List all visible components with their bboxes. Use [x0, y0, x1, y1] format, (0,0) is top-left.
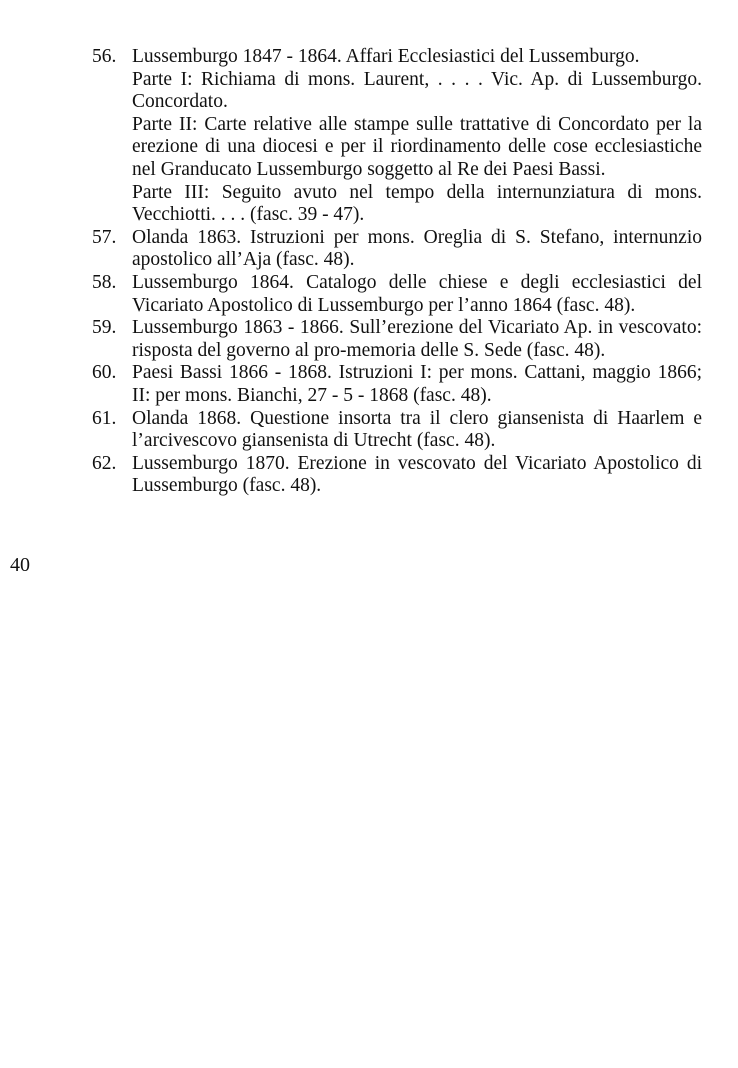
entry-number: 57. [92, 226, 117, 248]
entry-number: 56. [92, 46, 117, 67]
entry-number: 61. [92, 407, 117, 429]
archive-entry [92, 317, 702, 362]
archive-entry [92, 362, 702, 407]
entry-paragraph: Lussemburgo 1847 - 1864. Affari Ecclesiastici del Lussemburgo. [132, 46, 640, 67]
archive-entry [92, 227, 702, 272]
entry-paragraph: Paesi Bassi 1866 - 1868. Istruzioni I: per mons. Cattani, maggio 1866; II: per mons. Bianchi, 27 - 5 - 1868 (fasc. 48). [132, 362, 702, 406]
archive-entry-list [92, 46, 702, 498]
entry-paragraph: Lussemburgo 1864. Catalogo delle chiese e degli ecclesiastici del Vicariato Apostolico di Lussemburgo per l’anno 1864 (fasc. 48). [132, 271, 702, 316]
entry-paragraph: Olanda 1863. Istruzioni per mons. Oreglia di S. Stefano, internunzio apostolico all’Aja (fasc. 48). [132, 226, 702, 271]
page-number: 40 [10, 554, 30, 576]
entry-paragraph: Parte I: Richiama di mons. Laurent, . . . . Vic. Ap. di Lussemburgo. Concordato. [132, 68, 702, 113]
archive-entry [92, 272, 702, 317]
entry-number: 59. [92, 317, 117, 339]
archive-entry [92, 408, 702, 453]
entry-paragraph: Olanda 1868. Questione insorta tra il clero giansenista di Haarlem e l’arcivescovo giansenista di Utrecht (fasc. 48). [132, 407, 702, 452]
entry-paragraph: Parte II: Carte relative alle stampe sulle trattative di Concordato per la erezione di una diocesi e per il riordinamento delle cose ecclesiastiche nel Granducato Lussemburgo soggetto al Re dei Paesi Bassi. [132, 113, 702, 180]
entry-number: 58. [92, 271, 117, 293]
entry-paragraph: Lussemburgo 1863 - 1866. Sull’erezione del Vicariato Ap. in vescovato: risposta del governo al pro-memoria delle S. Sede (fasc. 48). [132, 317, 702, 361]
archive-entry [92, 46, 702, 227]
archive-entry [92, 453, 702, 498]
entry-paragraph: Parte III: Seguito avuto nel tempo della internunziatura di mons. Vecchiotti. . . . (fasc. 39 - 47). [132, 181, 702, 226]
entry-number: 62. [92, 452, 117, 474]
entry-number: 60. [92, 362, 117, 384]
entry-paragraph: Lussemburgo 1870. Erezione in vescovato del Vicariato Apostolico di Lussemburgo (fasc. 48). [132, 452, 702, 497]
